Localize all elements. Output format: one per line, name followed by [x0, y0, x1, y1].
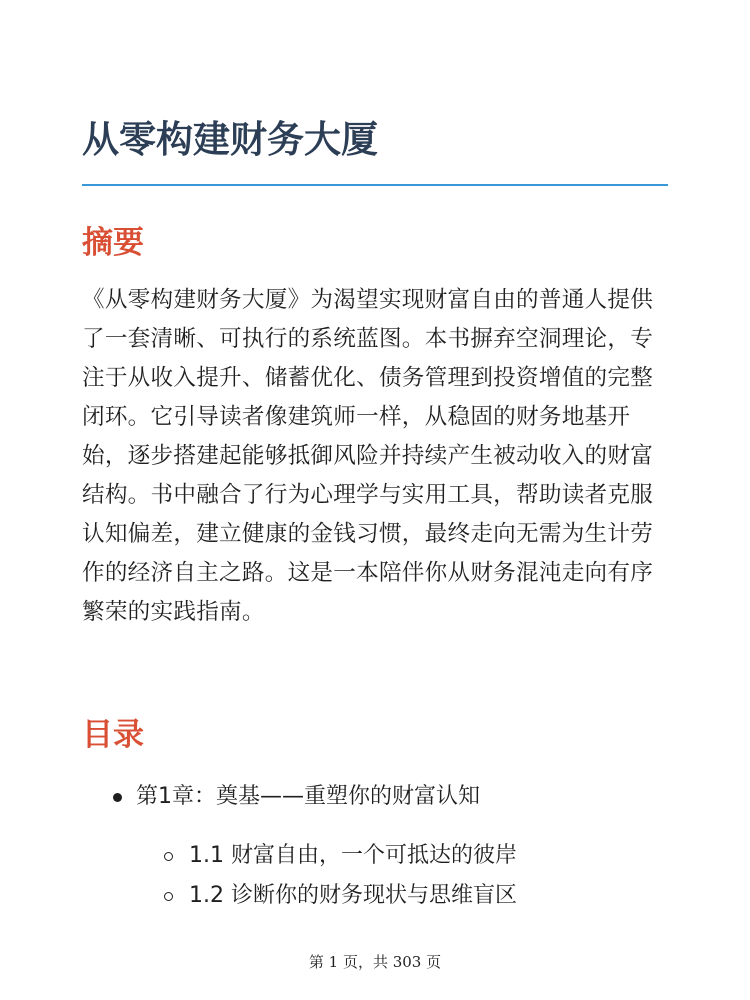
page-title: 从零构建财务大厦 — [82, 118, 378, 161]
toc-heading: 目录 — [82, 717, 144, 753]
bullet-circle-icon — [164, 892, 173, 901]
toc-chapter-item — [113, 777, 480, 817]
abstract-paragraph: 《从零构建财务大厦》为渴望实现财富自由的普通人提供了一套清晰、可执行的系统蓝图。本书摒弃空洞理论，专注于从收入提升、储蓄优化、债务管理到投资增值的完整闭环。它引导读者像建筑师一样，从稳固的财务地基开始，逐步搭建起能够抵御风险并持续产生被动收入的财富结构。书中融合了行为心理学与实用工具，帮助读者克服认知偏差，建立健康的金钱习惯，最终走向无需为生计劳作的经济自主之路。这是一本陪伴你从财务混沌走向有序繁荣的实践指南。 — [82, 287, 654, 625]
toc-chapter-label: 第1章：奠基——重塑你的财富认知 — [136, 784, 480, 809]
bullet-circle-icon — [164, 852, 173, 861]
bullet-dot-icon — [113, 793, 122, 802]
toc-section-item — [164, 876, 517, 916]
toc-section-label: 1.2 诊断你的财务现状与思维盲区 — [189, 883, 517, 908]
page-footer: 第 1 页，共 303 页 — [308, 953, 442, 971]
title-divider — [82, 184, 668, 186]
toc-section-label: 1.1 财富自由，一个可抵达的彼岸 — [189, 843, 517, 868]
toc-section-item — [164, 836, 517, 876]
abstract-heading: 摘要 — [82, 225, 144, 261]
